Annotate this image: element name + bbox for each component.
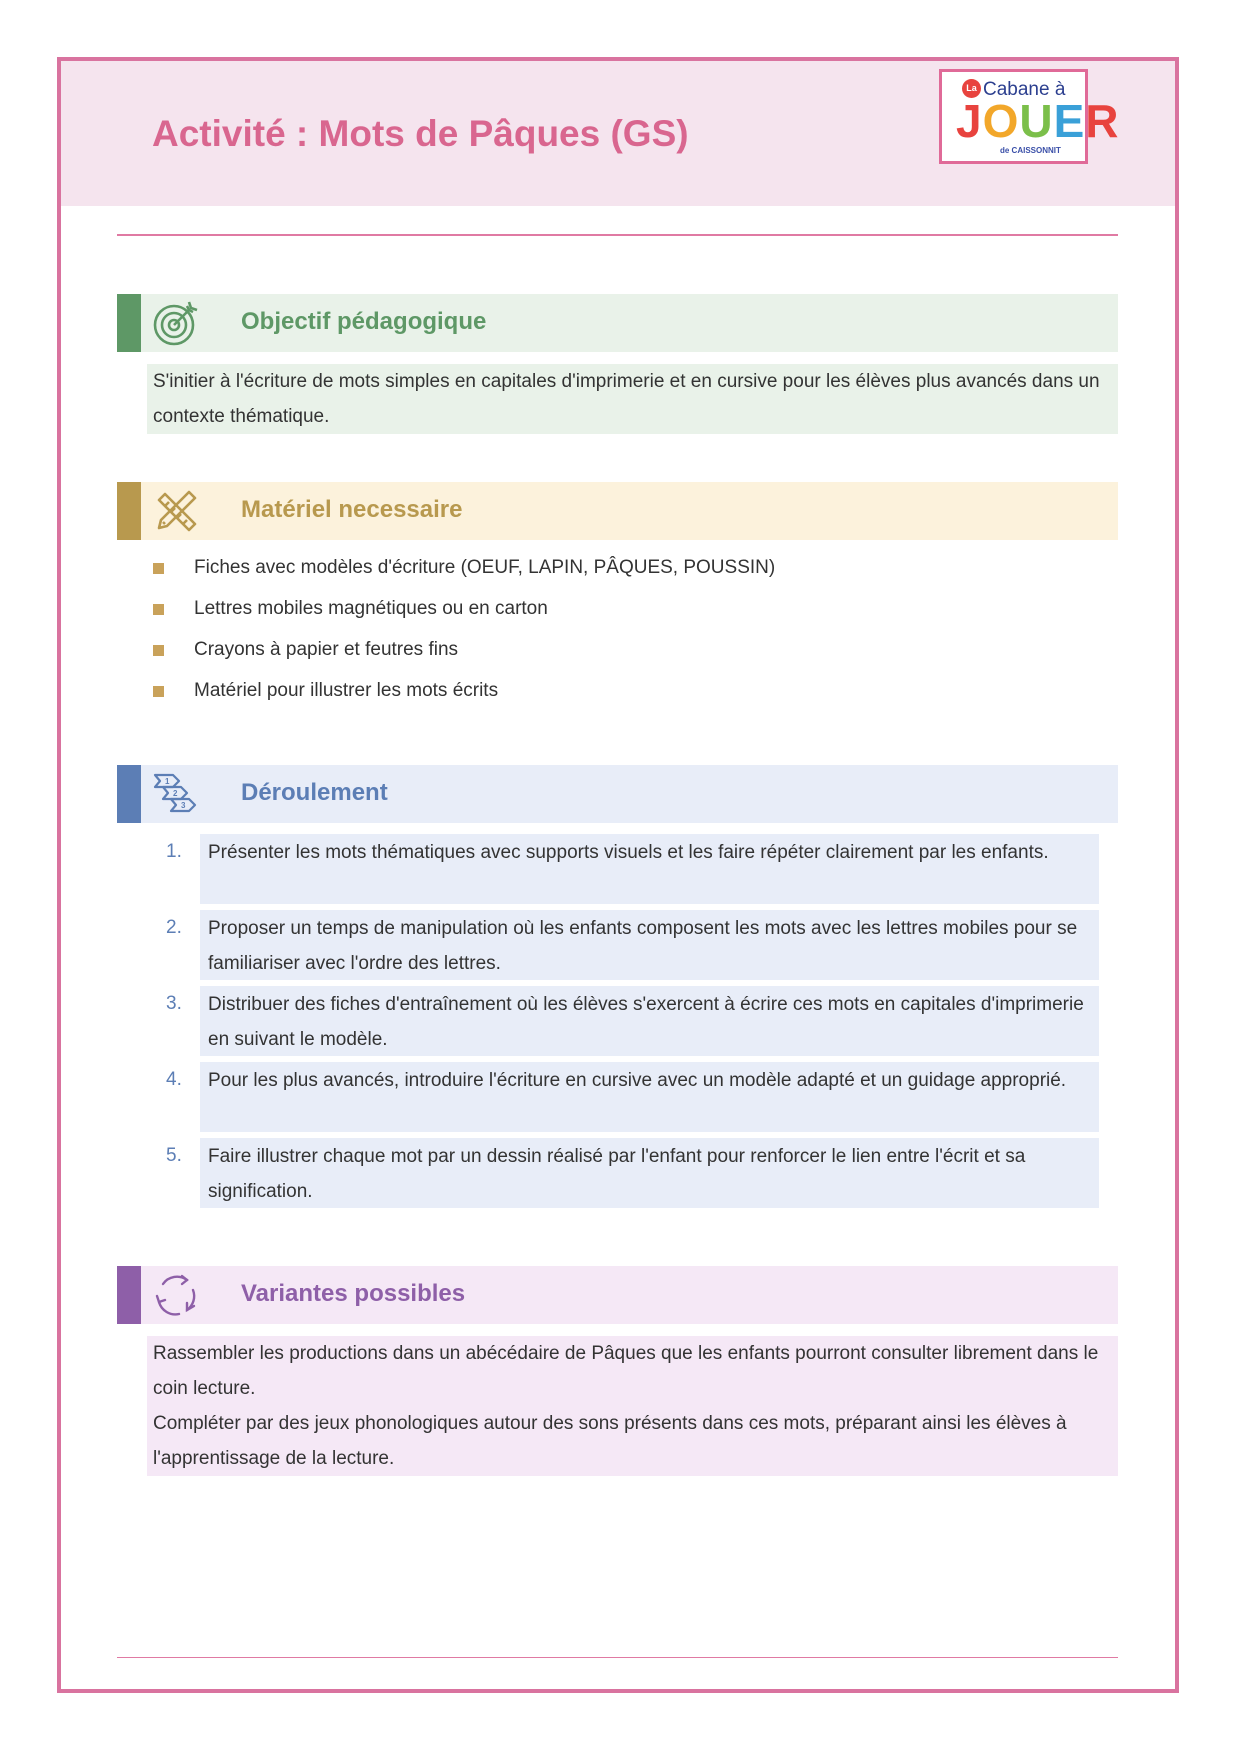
- top-divider: [117, 234, 1118, 236]
- header-banner: [61, 61, 1175, 206]
- section-objective-title: Objectif pédagogique: [241, 308, 487, 335]
- list-item: Fiches avec modèles d'écriture (OEUF, LAPIN, PÂQUES, POUSSIN): [152, 552, 1052, 593]
- brand-logo: [939, 69, 1120, 164]
- list-item: Crayons à papier et feutres fins: [152, 634, 1052, 675]
- step-number: 4.: [166, 1069, 182, 1090]
- section-materiel-header: [117, 482, 1118, 540]
- list-item: Matériel pour illustrer les mots écrits: [152, 675, 1052, 716]
- section-materiel-title: Matériel necessaire: [241, 496, 463, 523]
- list-item: Lettres mobiles magnétiques ou en carton: [152, 593, 1052, 634]
- section-variantes-header: [117, 1266, 1118, 1324]
- ruler-pencil-icon: [151, 486, 201, 536]
- list-item: [160, 986, 1100, 1056]
- section-deroulement-header: [117, 765, 1118, 823]
- variantes-text-box: [147, 1336, 1118, 1476]
- list-item: [160, 834, 1100, 904]
- bullet-square-icon: [153, 563, 164, 574]
- logo-by-text: de CAISSONNIT: [1000, 146, 1061, 155]
- step-text: Pour les plus avancés, introduire l'écriture en cursive avec un modèle adapté et un guidage approprié.: [200, 1062, 1099, 1132]
- page-title: Activité : Mots de Pâques (GS): [152, 113, 689, 154]
- step-text: Proposer un temps de manipulation où les enfants composent les mots avec les lettres mobiles pour se familiariser avec l'ordre des lettres.: [200, 910, 1099, 980]
- bullet-square-icon: [153, 686, 164, 697]
- bottom-divider: [117, 1657, 1118, 1658]
- bullet-square-icon: [153, 645, 164, 656]
- variante-line: Compléter par des jeux phonologiques autour des sons présents dans ces mots, préparant ainsi les élèves à l'apprentissage de la lecture.: [153, 1413, 1067, 1469]
- list-item: [160, 1062, 1100, 1132]
- logo-cabane-text: Cabane à: [983, 79, 1066, 100]
- steps-icon: [151, 769, 201, 819]
- objective-text: S'initier à l'écriture de mots simples en capitales d'imprimerie et en cursive pour les élèves plus avancés dans un contexte thématique.: [153, 371, 1100, 427]
- step-text: Faire illustrer chaque mot par un dessin réalisé par l'enfant pour renforcer le lien entre l'écrit et sa signification.: [200, 1138, 1099, 1208]
- section-materiel-bar: [117, 482, 141, 540]
- section-variantes-title: Variantes possibles: [241, 1280, 466, 1307]
- logo-jouer-text: JOUER: [956, 95, 1120, 147]
- step-number: 2.: [166, 917, 182, 938]
- cycle-arrows-icon: [151, 1270, 201, 1320]
- svg-text:3: 3: [181, 801, 186, 810]
- bullet-square-icon: [153, 604, 164, 615]
- step-number: 5.: [166, 1145, 182, 1166]
- svg-text:2: 2: [173, 789, 178, 798]
- variante-line: Rassembler les productions dans un abécédaire de Pâques que les enfants pourront consulter librement dans le coin lecture.: [153, 1343, 1099, 1399]
- list-item: [160, 1138, 1100, 1208]
- list-item: [160, 910, 1100, 980]
- section-objective-bar: [117, 294, 141, 352]
- target-icon: [151, 298, 201, 348]
- section-deroulement-title: Déroulement: [241, 779, 388, 806]
- step-number: 1.: [166, 841, 182, 862]
- logo-la-badge: La: [962, 79, 981, 98]
- step-text: Distribuer des fiches d'entraînement où les élèves s'exercent à écrire ces mots en capitales d'imprimerie en suivant le modèle.: [200, 986, 1099, 1056]
- materiel-list: [152, 552, 1052, 716]
- step-number: 3.: [166, 993, 182, 1014]
- objective-text-box: [147, 364, 1118, 434]
- section-deroulement-bar: [117, 765, 141, 823]
- section-objective-header: [117, 294, 1118, 352]
- svg-text:1: 1: [165, 777, 170, 786]
- section-variantes-bar: [117, 1266, 141, 1324]
- deroulement-list: [160, 834, 1100, 1214]
- step-text: Présenter les mots thématiques avec supports visuels et les faire répéter clairement par les enfants.: [200, 834, 1099, 904]
